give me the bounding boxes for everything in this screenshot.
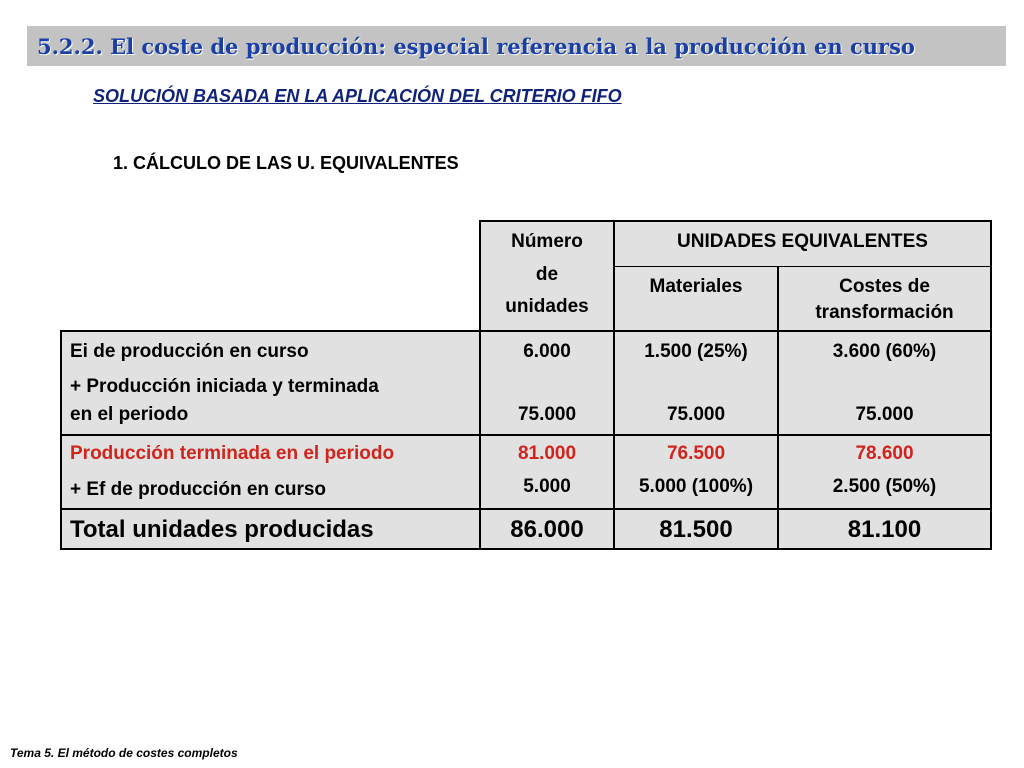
- footer: Tema 5. El método de costes completos: [10, 746, 238, 760]
- row-total-mat: 81.500: [659, 516, 733, 543]
- row-pt-cost: 78.600: [855, 443, 914, 464]
- row-ef-label: + Ef de producción en curso: [70, 479, 327, 500]
- row-ef-mat: 5.000 (100%): [638, 476, 754, 497]
- row-total-label: Total unidades producidas: [70, 516, 374, 543]
- title-bar: [27, 26, 1006, 66]
- row-pit-mat: 75.000: [666, 404, 726, 425]
- section-heading: 1. CÁLCULO DE LAS U. EQUIVALENTES: [113, 153, 459, 173]
- header-num-line2: de: [535, 264, 559, 285]
- row-pit-label-line1: + Producción iniciada y terminada: [70, 376, 379, 397]
- row-ei-cost: 3.600 (60%): [832, 341, 937, 362]
- header-costes-line2: transformación: [815, 302, 954, 323]
- row-pit-num: 75.000: [517, 404, 577, 425]
- header-num-line3: unidades: [505, 296, 589, 317]
- row-pit-label-line2: en el periodo: [70, 404, 189, 425]
- row-ef-cost: 2.500 (50%): [832, 476, 937, 497]
- header-costes-line1: Costes de: [839, 276, 930, 297]
- row-total-cost: 81.100: [847, 516, 922, 543]
- row-pt-label: Producción terminada en el periodo: [70, 443, 395, 464]
- header-materiales: Materiales: [649, 276, 743, 297]
- row-pt-num: 81.000: [517, 443, 577, 464]
- slide-title: 5.2.2. El coste de producción: especial referencia a la producción en curso: [37, 33, 915, 59]
- row-ei-num: 6.000: [523, 341, 571, 362]
- row-ei-mat: 1.500 (25%): [644, 341, 748, 362]
- subtitle: SOLUCIÓN BASADA EN LA APLICACIÓN DEL CRITERIO FIFO: [93, 86, 622, 106]
- row-pt-mat: 76.500: [666, 443, 726, 464]
- header-num-line1: Número: [511, 231, 583, 252]
- row-total-num: 86.000: [510, 516, 584, 543]
- row-ei-label: Ei de producción en curso: [70, 341, 309, 362]
- header-group-label: UNIDADES EQUIVALENTES: [677, 231, 928, 252]
- row-pit-cost: 75.000: [855, 404, 914, 425]
- row-ef-num: 5.000: [523, 476, 571, 497]
